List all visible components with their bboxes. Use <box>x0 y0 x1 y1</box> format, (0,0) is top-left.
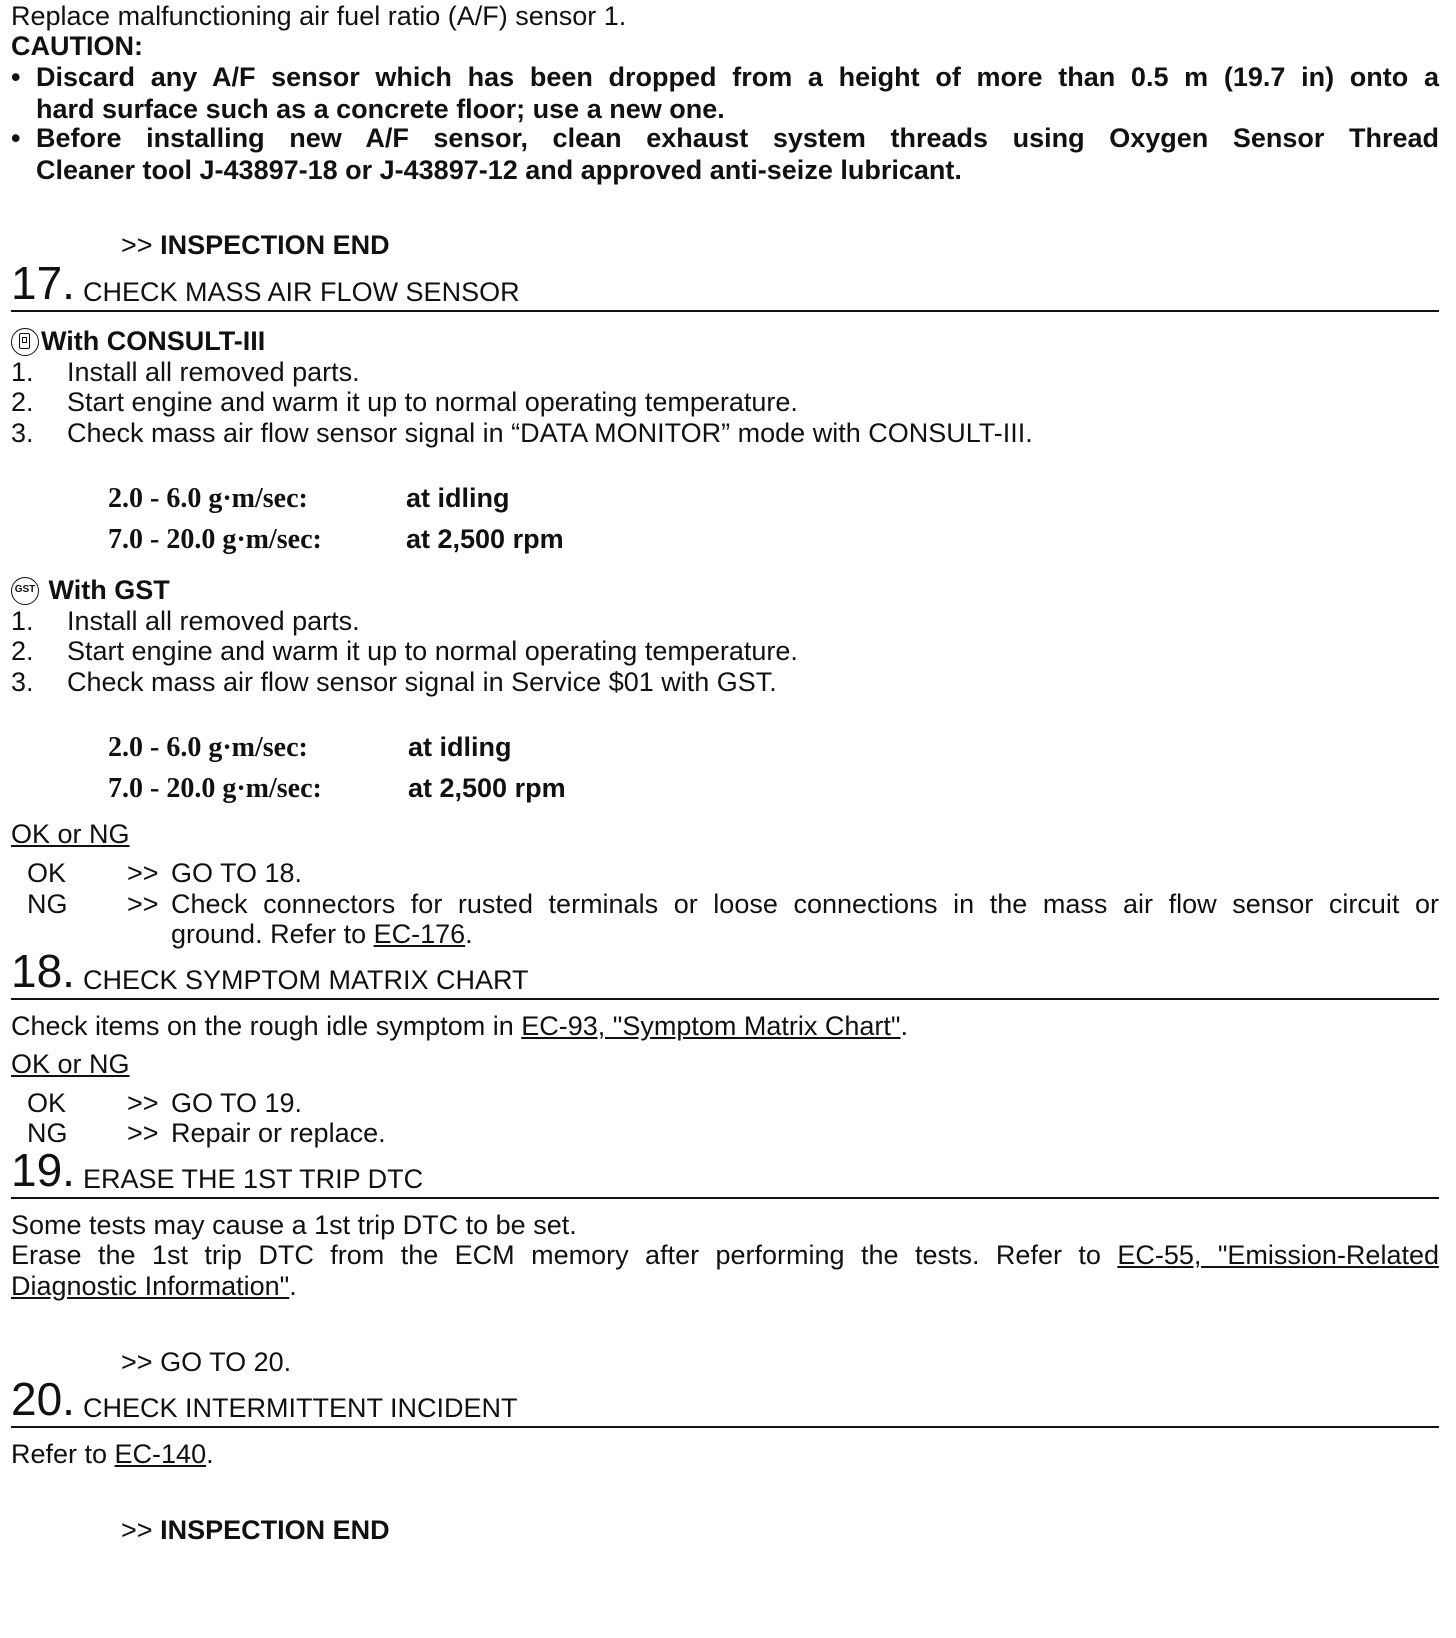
gst-icon: GST <box>11 577 39 605</box>
step-title: CHECK MASS AIR FLOW SENSOR <box>83 277 520 307</box>
caution-line: hard surface such as a concrete floor; use a new one. <box>36 94 725 124</box>
list-item: Install all removed parts. <box>67 606 360 636</box>
list-number: 3. <box>11 418 34 448</box>
step-19-header <box>11 1145 1439 1199</box>
list-number: 3. <box>11 667 34 697</box>
step-title: CHECK SYMPTOM MATRIX CHART <box>83 965 529 995</box>
inspection-end <box>121 229 390 261</box>
consult-heading: With CONSULT-III <box>11 325 265 357</box>
result-arrow: >> <box>127 1088 159 1118</box>
step-number: 19. <box>11 1144 75 1196</box>
inspection-end <box>121 1514 390 1546</box>
go-to-text: GO TO 20. <box>160 1347 292 1377</box>
result-arrow: >> <box>121 1515 153 1545</box>
spec-value: 2.0 - 6.0 g·m/sec: <box>108 483 308 514</box>
caution-line: Discard any A/F sensor which has been dropped from a height of more than 0.5 m (19.7 in) onto a <box>36 62 1439 92</box>
list-item: Install all removed parts. <box>67 357 360 387</box>
caution-line: Before installing new A/F sensor, clean exhaust system threads using Oxygen Sensor Thread <box>36 123 1439 153</box>
replace-instruction: Replace malfunctioning air fuel ratio (A/F) sensor 1. <box>11 1 627 31</box>
spec-condition: at idling <box>406 483 510 513</box>
ng-result-line: Check connectors for rusted terminals or loose connections in the mass air flow sensor circuit or <box>171 889 1439 919</box>
spec-value: 2.0 - 6.0 g·m/sec: <box>108 732 308 763</box>
list-item: Start engine and warm it up to normal operating temperature. <box>67 387 798 417</box>
list-item: Check mass air flow sensor signal in “DATA MONITOR” mode with CONSULT-III. <box>67 418 1033 448</box>
step-18-text: Check items on the rough idle symptom in EC-93, "Symptom Matrix Chart". <box>11 1011 909 1041</box>
spec-condition: at 2,500 rpm <box>406 524 564 554</box>
step-number: 20. <box>11 1373 75 1425</box>
step-19-text: Some tests may cause a 1st trip DTC to be set. <box>11 1210 577 1240</box>
ok-or-ng-label: OK or NG <box>11 819 130 849</box>
step-19-text: Erase the 1st trip DTC from the ECM memory after performing the tests. Refer to EC-55, "Emission-Related <box>11 1240 1439 1270</box>
ec-176-link[interactable]: EC-176 <box>373 919 466 949</box>
list-item: Check mass air flow sensor signal in Service $01 with GST. <box>67 667 777 697</box>
ec-55-link[interactable]: Diagnostic Information" <box>11 1271 290 1301</box>
result-arrow: >> <box>127 1118 159 1148</box>
step-18-header <box>11 946 1439 1000</box>
ec-93-link[interactable]: EC-93, "Symptom Matrix Chart" <box>521 1011 901 1041</box>
ok-label: OK <box>27 858 67 888</box>
list-number: 2. <box>11 387 34 417</box>
ng-label: NG <box>27 889 68 919</box>
list-number: 1. <box>11 606 34 636</box>
caution-line: Cleaner tool J-43897-18 or J-43897-12 and approved anti-seize lubricant. <box>36 155 962 185</box>
ok-or-ng-label: OK or NG <box>11 1049 130 1079</box>
step-title: CHECK INTERMITTENT INCIDENT <box>83 1393 518 1423</box>
ok-result: GO TO 18. <box>171 858 303 888</box>
inspection-end-label: INSPECTION END <box>160 230 390 260</box>
step-19-text: Diagnostic Information". <box>11 1271 297 1301</box>
result-arrow: >> <box>127 889 159 919</box>
ec-55-link[interactable]: EC-55, "Emission-Related <box>1117 1240 1439 1270</box>
ok-result: GO TO 19. <box>171 1088 303 1118</box>
result-arrow: >> <box>127 858 159 888</box>
bullet-dot: • <box>11 62 21 92</box>
step-title: ERASE THE 1ST TRIP DTC <box>83 1164 424 1194</box>
caution-label: CAUTION: <box>11 31 143 61</box>
ok-label: OK <box>27 1088 67 1118</box>
result-arrow: >> <box>121 1347 153 1377</box>
ng-label: NG <box>27 1118 68 1148</box>
list-number: 1. <box>11 357 34 387</box>
step-20-text: Refer to EC-140. <box>11 1439 214 1469</box>
result-arrow: >> <box>121 230 153 260</box>
inspection-end-label: INSPECTION END <box>160 1515 390 1545</box>
bullet-dot: • <box>11 123 21 153</box>
list-item: Start engine and warm it up to normal operating temperature. <box>67 636 798 666</box>
step-17-header <box>11 258 1439 312</box>
gst-heading: GST With GST <box>11 574 170 606</box>
ng-result-line: ground. Refer to EC-176. <box>171 919 473 949</box>
step-20-header <box>11 1374 1439 1428</box>
step-number: 18. <box>11 945 75 997</box>
consult-icon <box>11 328 39 356</box>
step-number: 17. <box>11 257 75 309</box>
spec-value: 7.0 - 20.0 g·m/sec: <box>108 524 322 555</box>
spec-condition: at 2,500 rpm <box>408 773 566 803</box>
ng-result: Repair or replace. <box>171 1118 386 1148</box>
spec-value: 7.0 - 20.0 g·m/sec: <box>108 773 322 804</box>
spec-condition: at idling <box>408 732 512 762</box>
ec-140-link[interactable]: EC-140 <box>114 1439 207 1469</box>
list-number: 2. <box>11 636 34 666</box>
